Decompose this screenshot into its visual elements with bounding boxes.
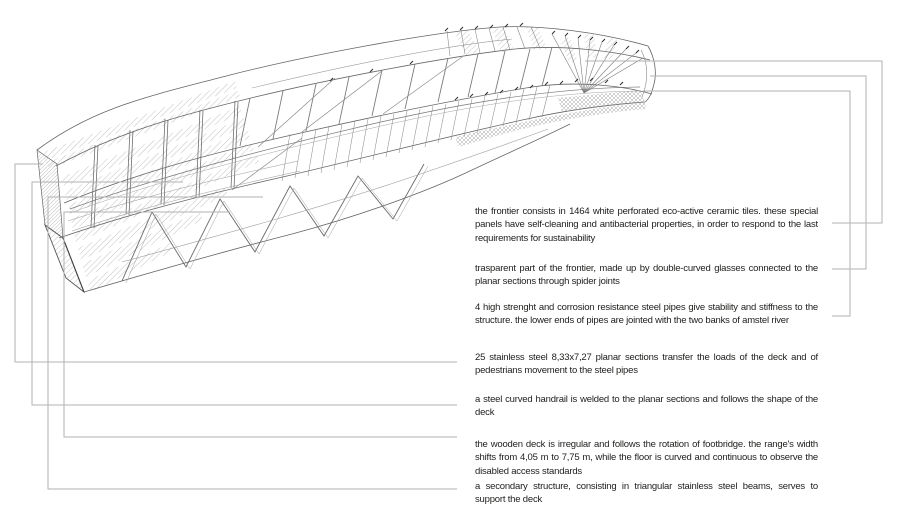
roof-pleats (447, 27, 547, 56)
annotation-steel-pipes (475, 301, 818, 328)
leader-wooden-deck (64, 212, 457, 437)
annotation-text: 4 high strenght and corrosion resistance steel pipes give stability and stiffness to the structure. the lower ends of pipes are jointed with the two banks of amstel river (475, 302, 818, 327)
annotation-text: the frontier consists in 1464 white perforated eco-active ceramic tiles. these special panels have self-cleaning and antibacterial properties, in order to respond to the last requirements for sustainability (475, 206, 818, 244)
annotation-text: a steel curved handrail is welded to the planar sections and follows the shape of the deck (475, 394, 818, 419)
annotation-glass-frontier (475, 262, 818, 289)
tile-hatch-strips (62, 106, 259, 292)
perforated-band (455, 90, 646, 147)
annotation-wooden-deck (475, 438, 818, 478)
annotation-secondary-structure (475, 480, 818, 507)
annotation-handrail (475, 393, 818, 420)
annotation-text: the wooden deck is irregular and follows the rotation of footbridge. the range's width shifts from 4,05 m to 7,75 m, while the floor is curved and continuous to observe the disabled access standards (475, 439, 818, 477)
annotation-text: a secondary structure, consisting in triangular stainless steel beams, serves to support the deck (475, 481, 818, 506)
leader-ceramic-tiles (585, 61, 882, 223)
annotation-planar-sections (475, 351, 818, 378)
deck-planks (282, 85, 550, 181)
annotation-text: trasparent part of the frontier, made up by double-curved glasses connected to the planar sections through spider joints (475, 263, 818, 288)
annotation-text: 25 stainless steel 8,33x7,27 planar sections transfer the loads of the deck and of pedestrians movement to the steel pipes (475, 352, 818, 377)
annotation-ceramic-tiles (475, 205, 818, 245)
